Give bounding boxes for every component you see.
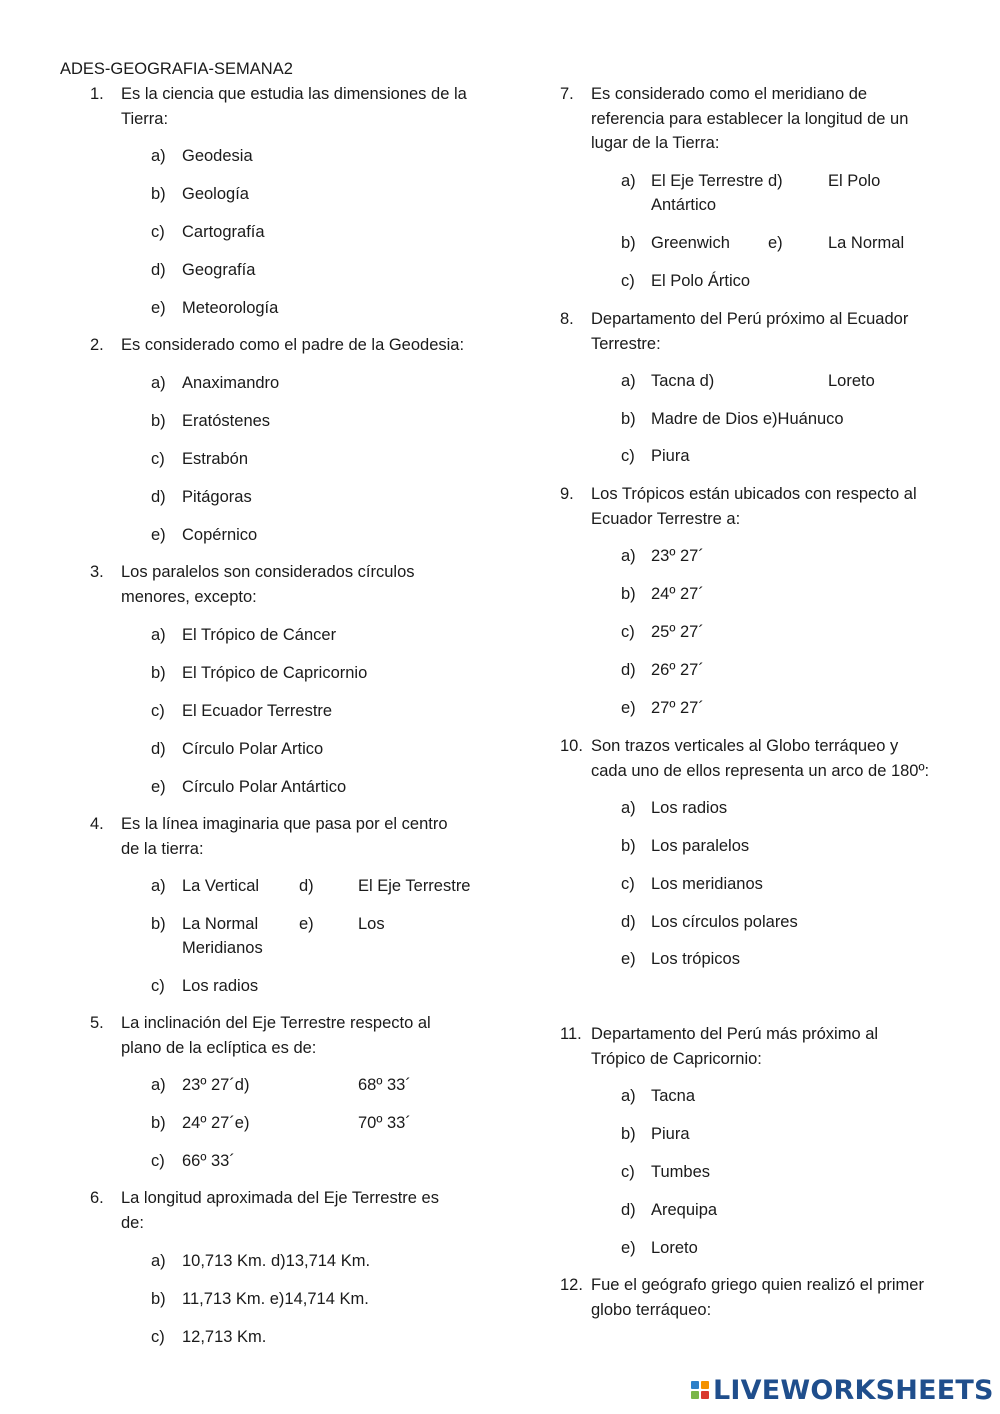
option-text: 25º 27´: [651, 623, 704, 641]
question-text: menores, excepto:: [121, 587, 257, 606]
option-text: 24º 27´: [651, 585, 704, 603]
option-label: a): [621, 372, 636, 390]
question-text: de la tierra:: [121, 839, 204, 858]
option-text: 10,713 Km. d)13,714 Km.: [182, 1252, 371, 1270]
option-label: e): [621, 950, 636, 968]
question-text: Ecuador Terrestre a:: [591, 509, 741, 528]
option-text: 27º 27´: [651, 699, 704, 717]
option-text: 12,713 Km.: [182, 1328, 267, 1346]
option-text: 23º 27´d): [182, 1076, 250, 1094]
option-label: a): [151, 626, 166, 644]
option-text: Pitágoras: [182, 488, 252, 506]
question-text: globo terráqueo:: [591, 1300, 712, 1319]
option-text: 66º 33´: [182, 1152, 235, 1170]
option-label: a): [621, 1087, 636, 1105]
option-text: Loreto: [828, 372, 875, 390]
question-text: Tierra:: [121, 109, 169, 128]
question-text: Es considerado como el padre de la Geodesia:: [121, 336, 465, 354]
option-text: 24º 27´e): [182, 1114, 250, 1132]
question-text: Los Trópicos están ubicados con respecto al: [591, 485, 917, 503]
question-number: 9.: [560, 485, 574, 503]
option-label: b): [151, 412, 166, 430]
option-text: 68º 33´: [358, 1076, 411, 1094]
question-number: 8.: [560, 310, 574, 328]
option-text: Geografía: [182, 261, 256, 279]
question-text: de:: [121, 1213, 144, 1232]
option-text: Círculo Polar Artico: [182, 740, 324, 758]
option-text: 11,713 Km. e)14,714 Km.: [182, 1290, 369, 1308]
option-label: d): [768, 172, 783, 190]
option-label: d): [621, 1201, 636, 1219]
option-label: e): [151, 526, 166, 544]
option-text: Tumbes: [651, 1163, 710, 1181]
question-number: 5.: [90, 1014, 104, 1032]
option-text: Copérnico: [182, 526, 258, 544]
option-label: c): [621, 623, 635, 641]
option-text: Los radios: [182, 977, 259, 995]
question-number: 3.: [90, 563, 104, 581]
option-text: El Eje Terrestre: [358, 877, 471, 895]
option-text: La Normal: [182, 915, 259, 933]
option-text: El Eje Terrestre: [651, 172, 764, 190]
option-text: Meteorología: [182, 299, 279, 317]
option-label: e): [621, 1239, 636, 1257]
option-label: b): [151, 915, 166, 933]
option-text: Greenwich: [651, 234, 730, 252]
option-label: c): [151, 977, 165, 995]
option-text: Círculo Polar Antártico: [182, 778, 347, 796]
question-text: Es considerado como el meridiano de: [591, 85, 868, 103]
option-label: c): [621, 447, 635, 465]
option-text: Los trópicos: [651, 950, 740, 968]
option-label: c): [621, 272, 635, 290]
option-label: d): [151, 488, 166, 506]
brand-name: LIVEWORKSHEETS: [713, 1374, 994, 1406]
option-text: Loreto: [651, 1239, 698, 1257]
question-number: 4.: [90, 815, 104, 833]
option-label: b): [151, 1290, 166, 1308]
question-text: La inclinación del Eje Terrestre respecto al: [121, 1014, 431, 1032]
option-label: b): [621, 234, 636, 252]
option-text: El Polo: [828, 172, 881, 190]
option-text: Los paralelos: [651, 837, 750, 855]
option-label: e): [768, 234, 783, 252]
option-label: a): [151, 1076, 166, 1094]
liveworksheets-logo: [691, 1374, 994, 1406]
option-label: a): [621, 799, 636, 817]
option-label: d): [151, 740, 166, 758]
option-label: b): [621, 1125, 636, 1143]
question-number: 6.: [90, 1189, 104, 1207]
question-number: 1.: [90, 85, 104, 103]
option-label: e): [299, 915, 314, 933]
option-label: c): [621, 1163, 635, 1181]
option-text: Los meridianos: [651, 875, 763, 893]
option-text: 23º 27´: [651, 547, 704, 565]
option-text: Meridianos: [182, 939, 263, 957]
question-text: Departamento del Perú próximo al Ecuador: [591, 310, 909, 328]
option-label: d): [621, 661, 636, 679]
question-text: Trópico de Capricornio:: [591, 1049, 762, 1068]
question-number: 12.: [560, 1276, 583, 1294]
option-label: c): [151, 223, 165, 241]
option-text: Piura: [651, 1125, 690, 1143]
option-label: b): [151, 1114, 166, 1132]
option-label: c): [621, 875, 635, 893]
option-label: d): [151, 261, 166, 279]
option-text: El Trópico de Capricornio: [182, 664, 368, 682]
option-label: b): [621, 410, 636, 428]
option-text: El Trópico de Cáncer: [182, 626, 337, 644]
option-label: c): [151, 450, 165, 468]
option-text: 70º 33´: [358, 1114, 411, 1132]
option-text: Eratóstenes: [182, 412, 271, 430]
option-text: Tacna: [651, 1087, 696, 1105]
question-text: Terrestre:: [591, 334, 661, 353]
option-text: Antártico: [651, 196, 717, 214]
option-text: Cartografía: [182, 223, 265, 241]
option-text: Tacna d): [651, 372, 715, 390]
option-label: b): [621, 837, 636, 855]
option-text: Arequipa: [651, 1201, 718, 1219]
option-text: Estrabón: [182, 450, 249, 468]
option-text: Anaximandro: [182, 374, 280, 392]
option-label: b): [621, 585, 636, 603]
question-text: Fue el geógrafo griego quien realizó el primer: [591, 1276, 924, 1294]
option-label: e): [621, 699, 636, 717]
question-text: lugar de la Tierra:: [591, 134, 720, 152]
option-label: e): [151, 778, 166, 796]
option-text: El Ecuador Terrestre: [182, 702, 333, 720]
question-text: Los paralelos son considerados círculos: [121, 563, 415, 581]
option-label: d): [621, 913, 636, 931]
option-text: Geodesia: [182, 147, 253, 165]
option-text: Piura: [651, 447, 690, 465]
question-text: cada uno de ellos representa un arco de 180º:: [591, 761, 930, 780]
option-label: a): [621, 172, 636, 190]
page-title: ADES-GEOGRAFIA-SEMANA2: [60, 60, 293, 78]
question-text: Son trazos verticales al Globo terráqueo y: [591, 737, 899, 755]
question-text: referencia para establecer la longitud de un: [591, 109, 909, 128]
question-text: Es la ciencia que estudia las dimensiones de la: [121, 85, 467, 103]
option-label: c): [151, 1152, 165, 1170]
question-text: Es la línea imaginaria que pasa por el centro: [121, 815, 448, 833]
option-label: b): [151, 185, 166, 203]
option-label: a): [151, 877, 166, 895]
option-label: a): [151, 147, 166, 165]
question-number: 11.: [560, 1025, 582, 1043]
option-label: a): [621, 547, 636, 565]
question-text: plano de la eclíptica es de:: [121, 1038, 317, 1057]
option-text: Madre de Dios e)Huánuco: [651, 410, 844, 428]
option-text: El Polo Ártico: [651, 272, 751, 290]
option-label: d): [299, 877, 314, 895]
option-label: a): [151, 374, 166, 392]
option-text: 26º 27´: [651, 661, 704, 679]
question-number: 7.: [560, 85, 574, 103]
option-label: c): [151, 702, 165, 720]
option-label: b): [151, 664, 166, 682]
option-text: La Normal: [828, 234, 905, 252]
option-text: Geología: [182, 185, 249, 203]
question-number: 2.: [90, 336, 104, 354]
option-text: Los radios: [651, 799, 728, 817]
brand-mark-icon: [691, 1381, 709, 1399]
question-text: La longitud aproximada del Eje Terrestre es: [121, 1189, 439, 1207]
option-label: e): [151, 299, 166, 317]
option-text: Los: [358, 915, 385, 933]
question-number: 10.: [560, 737, 583, 755]
option-text: Los círculos polares: [651, 913, 798, 931]
option-label: c): [151, 1328, 165, 1346]
option-label: a): [151, 1252, 166, 1270]
option-text: La Vertical: [182, 877, 260, 895]
question-text: Departamento del Perú más próximo al: [591, 1025, 879, 1043]
